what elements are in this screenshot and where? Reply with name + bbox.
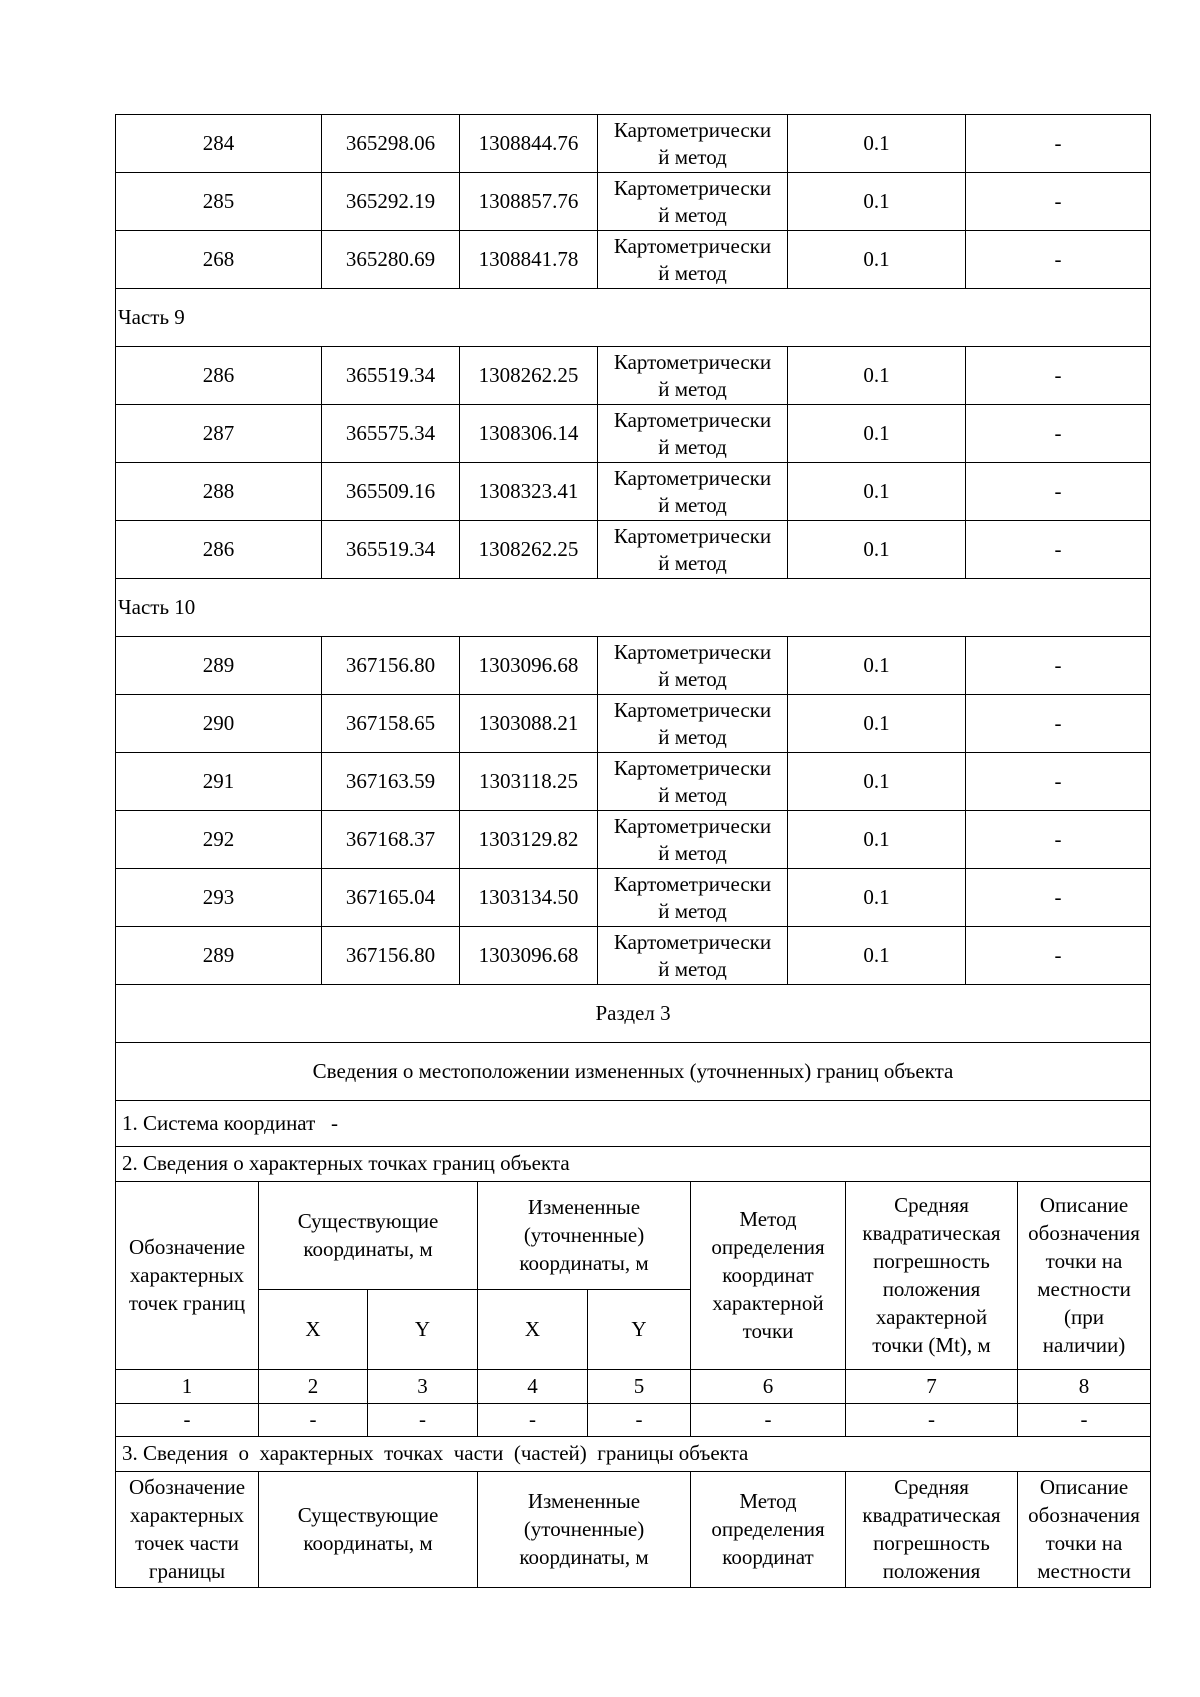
header-line: определения — [711, 1517, 825, 1541]
table-row — [116, 753, 1151, 811]
table-row — [116, 811, 1151, 869]
column-number: 2 — [259, 1369, 368, 1403]
accuracy: 0.1 — [788, 927, 966, 985]
description: - — [966, 347, 1151, 405]
description: - — [966, 927, 1151, 985]
method — [598, 927, 788, 985]
coordinates-table — [115, 114, 1151, 985]
empty-cell: - — [368, 1403, 478, 1436]
header-line: характерной — [712, 1291, 824, 1315]
coord-y: 1303118.25 — [460, 753, 598, 811]
header-line: координат — [722, 1545, 814, 1569]
point-number: 268 — [116, 231, 322, 289]
table-row — [116, 347, 1151, 405]
coord-y: 1308323.41 — [460, 463, 598, 521]
empty-cell: - — [846, 1403, 1018, 1436]
point-number: 284 — [116, 115, 322, 173]
column-number: 4 — [478, 1369, 588, 1403]
header-line: Измененные — [527, 1489, 641, 1513]
table-row — [116, 637, 1151, 695]
accuracy: 0.1 — [788, 231, 966, 289]
coord-x: 365519.34 — [322, 521, 460, 579]
header-existing-y: Y — [368, 1289, 478, 1369]
part-title: Часть 9 — [116, 289, 1151, 347]
header-existing-coordinates — [259, 1181, 478, 1289]
part-points-heading: 3. Сведения о характерных точках части (частей) границы объекта — [116, 1436, 1151, 1471]
method — [598, 405, 788, 463]
description: - — [966, 173, 1151, 231]
method — [598, 463, 788, 521]
column-number: 5 — [588, 1369, 691, 1403]
header-line: точки на — [1045, 1531, 1123, 1555]
point-number: 289 — [116, 637, 322, 695]
description: - — [966, 637, 1151, 695]
header-line: границы — [148, 1559, 226, 1583]
point-number: 286 — [116, 521, 322, 579]
header-line: Существующие — [297, 1209, 439, 1233]
coord-y: 1308841.78 — [460, 231, 598, 289]
coord-x: 367156.80 — [322, 637, 460, 695]
accuracy: 0.1 — [788, 521, 966, 579]
method-line-2: й метод — [658, 260, 727, 285]
description: - — [966, 115, 1151, 173]
header-line: наличии) — [1042, 1333, 1126, 1357]
header-line: погрешность — [873, 1249, 990, 1273]
accuracy: 0.1 — [788, 463, 966, 521]
method-line-1: Картометрически — [613, 639, 772, 664]
accuracy: 0.1 — [788, 811, 966, 869]
header-line: погрешность — [873, 1531, 990, 1555]
coord-y: 1308262.25 — [460, 347, 598, 405]
coord-x: 365292.19 — [322, 173, 460, 231]
header-line: обозначения — [1028, 1503, 1140, 1527]
table-row — [116, 115, 1151, 173]
method-line-2: й метод — [658, 434, 727, 459]
header-line: координаты, м — [303, 1237, 433, 1261]
method-line-2: й метод — [658, 376, 727, 401]
empty-cell: - — [588, 1403, 691, 1436]
coord-x: 367168.37 — [322, 811, 460, 869]
header-line: Обозначение — [128, 1235, 246, 1259]
header-line: (уточненные) — [523, 1223, 645, 1247]
header2-method — [691, 1471, 846, 1587]
method-line-1: Картометрически — [613, 929, 772, 954]
accuracy: 0.1 — [788, 869, 966, 927]
column-number: 7 — [846, 1369, 1018, 1403]
method — [598, 869, 788, 927]
point-number: 293 — [116, 869, 322, 927]
object-points-heading: 2. Сведения о характерных точках границ объекта — [116, 1146, 1151, 1181]
accuracy: 0.1 — [788, 405, 966, 463]
table-row — [116, 463, 1151, 521]
method-line-2: й метод — [658, 724, 727, 749]
header-line: Описание — [1039, 1193, 1129, 1217]
accuracy: 0.1 — [788, 173, 966, 231]
empty-cell: - — [691, 1403, 846, 1436]
column-numbers-row — [116, 1369, 1151, 1403]
table-row — [116, 521, 1151, 579]
empty-cell: - — [259, 1403, 368, 1436]
point-number: 292 — [116, 811, 322, 869]
method-line-2: й метод — [658, 666, 727, 691]
method-line-1: Картометрически — [613, 697, 772, 722]
point-number: 290 — [116, 695, 322, 753]
coord-y: 1308306.14 — [460, 405, 598, 463]
header2-description — [1018, 1471, 1151, 1587]
method — [598, 637, 788, 695]
header-line: положения — [882, 1559, 981, 1583]
method-line-1: Картометрически — [613, 523, 772, 548]
coord-x: 367156.80 — [322, 927, 460, 985]
description: - — [966, 231, 1151, 289]
header-line: координаты, м — [519, 1251, 649, 1275]
header-line: определения — [711, 1235, 825, 1259]
empty-data-row — [116, 1403, 1151, 1436]
header-line: характерных — [129, 1503, 245, 1527]
method-line-2: й метод — [658, 840, 727, 865]
table-row — [116, 869, 1151, 927]
header-line: Метод — [739, 1207, 797, 1231]
method — [598, 521, 788, 579]
header-line: точки на — [1045, 1249, 1123, 1273]
method — [598, 753, 788, 811]
method-line-1: Картометрически — [613, 349, 772, 374]
method-line-2: й метод — [658, 898, 727, 923]
coord-x: 365519.34 — [322, 347, 460, 405]
header-line: точки (Mt), м — [872, 1333, 991, 1357]
section3-subtitle: Сведения о местоположении измененных (уточненных) границ объекта — [116, 1042, 1151, 1100]
header-line: Метод — [739, 1489, 797, 1513]
header-changed-coordinates — [478, 1181, 691, 1289]
header-line: (при — [1064, 1305, 1104, 1329]
description: - — [966, 463, 1151, 521]
method — [598, 695, 788, 753]
method — [598, 115, 788, 173]
header2-point-designation — [116, 1471, 259, 1587]
header-line: квадратическая — [862, 1503, 1001, 1527]
coord-y: 1303096.68 — [460, 637, 598, 695]
column-number: 6 — [691, 1369, 846, 1403]
header-description — [1018, 1181, 1151, 1369]
point-number: 291 — [116, 753, 322, 811]
header-changed-x: X — [478, 1289, 588, 1369]
header-line: местности — [1037, 1559, 1131, 1583]
header-line: (уточненные) — [523, 1517, 645, 1541]
header-accuracy — [846, 1181, 1018, 1369]
method-line-1: Картометрически — [613, 465, 772, 490]
coord-x: 367165.04 — [322, 869, 460, 927]
method-line-2: й метод — [658, 782, 727, 807]
point-number: 288 — [116, 463, 322, 521]
part-title: Часть 10 — [116, 579, 1151, 637]
point-number: 289 — [116, 927, 322, 985]
header-line: Измененные — [527, 1195, 641, 1219]
method — [598, 231, 788, 289]
table-row — [116, 405, 1151, 463]
accuracy: 0.1 — [788, 637, 966, 695]
table-row — [116, 695, 1151, 753]
empty-cell: - — [478, 1403, 588, 1436]
header-line: Средняя — [894, 1193, 969, 1217]
coord-x: 365575.34 — [322, 405, 460, 463]
coord-x: 367158.65 — [322, 695, 460, 753]
description: - — [966, 405, 1151, 463]
coord-x: 367163.59 — [322, 753, 460, 811]
method — [598, 347, 788, 405]
point-number: 285 — [116, 173, 322, 231]
coord-y: 1303134.50 — [460, 869, 598, 927]
header-point-designation — [116, 1181, 259, 1369]
header-changed-y: Y — [588, 1289, 691, 1369]
header-line: точки — [742, 1319, 794, 1343]
header-existing-x: X — [259, 1289, 368, 1369]
empty-cell: - — [116, 1403, 259, 1436]
header-line: координаты, м — [519, 1545, 649, 1569]
accuracy: 0.1 — [788, 115, 966, 173]
table-row — [116, 927, 1151, 985]
method — [598, 811, 788, 869]
accuracy: 0.1 — [788, 753, 966, 811]
section3-title: Раздел 3 — [116, 985, 1151, 1042]
header-line: точек части — [135, 1531, 239, 1555]
method-line-1: Картометрически — [613, 233, 772, 258]
description: - — [966, 811, 1151, 869]
column-number: 8 — [1018, 1369, 1151, 1403]
coord-y: 1303129.82 — [460, 811, 598, 869]
coord-x: 365509.16 — [322, 463, 460, 521]
description: - — [966, 753, 1151, 811]
accuracy: 0.1 — [788, 347, 966, 405]
header-line: координат — [722, 1263, 814, 1287]
header-line: характерных — [129, 1263, 245, 1287]
header-line: Обозначение — [128, 1475, 246, 1499]
header-line: Описание — [1039, 1475, 1129, 1499]
method — [598, 173, 788, 231]
method-line-2: й метод — [658, 144, 727, 169]
coord-y: 1303088.21 — [460, 695, 598, 753]
coord-y: 1308857.76 — [460, 173, 598, 231]
header-line: положения — [882, 1277, 981, 1301]
table-row — [116, 231, 1151, 289]
header-line: обозначения — [1028, 1221, 1140, 1245]
empty-cell: - — [1018, 1403, 1151, 1436]
column-number: 1 — [116, 1369, 259, 1403]
header-line: координаты, м — [303, 1531, 433, 1555]
header2-accuracy — [846, 1471, 1018, 1587]
method-line-1: Картометрически — [613, 871, 772, 896]
section3-table — [115, 985, 1151, 1588]
coord-y: 1308844.76 — [460, 115, 598, 173]
header2-changed-coordinates — [478, 1471, 691, 1587]
coord-x: 365280.69 — [322, 231, 460, 289]
header-line: местности — [1037, 1277, 1131, 1301]
document-page — [115, 114, 1150, 1588]
column-number: 3 — [368, 1369, 478, 1403]
header-line: Существующие — [297, 1503, 439, 1527]
description: - — [966, 869, 1151, 927]
method-line-1: Картометрически — [613, 117, 772, 142]
coord-y: 1303096.68 — [460, 927, 598, 985]
header-method — [691, 1181, 846, 1369]
method-line-1: Картометрически — [613, 813, 772, 838]
table-row — [116, 173, 1151, 231]
description: - — [966, 695, 1151, 753]
method-line-2: й метод — [658, 956, 727, 981]
method-line-2: й метод — [658, 550, 727, 575]
coord-x: 365298.06 — [322, 115, 460, 173]
method-line-1: Картометрически — [613, 755, 772, 780]
header-line: точек границ — [128, 1291, 246, 1315]
method-line-1: Картометрически — [613, 175, 772, 200]
header-line: характерной — [875, 1305, 988, 1329]
header-line: квадратическая — [862, 1221, 1001, 1245]
description: - — [966, 521, 1151, 579]
header2-existing-coordinates — [259, 1471, 478, 1587]
method-line-1: Картометрически — [613, 407, 772, 432]
accuracy: 0.1 — [788, 695, 966, 753]
point-number: 286 — [116, 347, 322, 405]
coordinate-system-line: 1. Система координат - — [116, 1100, 1151, 1146]
method-line-2: й метод — [658, 202, 727, 227]
header-line: Средняя — [894, 1475, 969, 1499]
point-number: 287 — [116, 405, 322, 463]
coord-y: 1308262.25 — [460, 521, 598, 579]
method-line-2: й метод — [658, 492, 727, 517]
